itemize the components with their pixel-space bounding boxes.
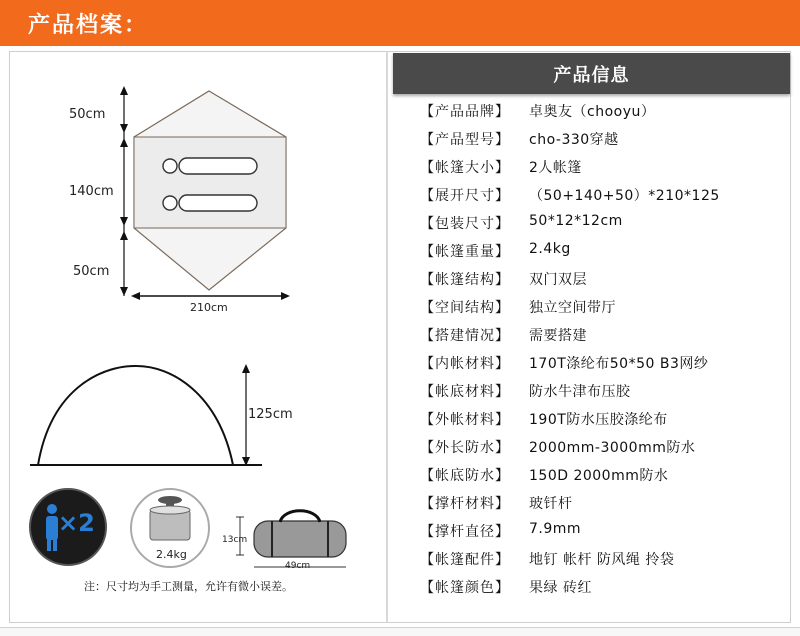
info-title: 产品信息 — [553, 65, 630, 86]
spec-value: 2000mm-3000mm防水 — [529, 440, 696, 456]
spec-label: 【外长防水】 — [420, 440, 510, 456]
dim-width: 210cm — [190, 301, 228, 314]
spec-value: 7.9mm — [529, 521, 582, 537]
spec-label: 【搭建情况】 — [420, 328, 510, 344]
spec-value: 50*12*12cm — [529, 213, 623, 229]
measurement-note: 注：尺寸均为手工测量，允许有微小误差。 — [84, 580, 293, 593]
capacity-count: ×2 — [58, 509, 95, 537]
spec-label: 【撑杆材料】 — [420, 496, 510, 512]
spec-value: 需要搭建 — [529, 328, 587, 344]
section-title: 产品档案： — [28, 13, 149, 38]
spec-label: 【帐篷结构】 — [420, 272, 510, 288]
spec-value: 150D 2000mm防水 — [529, 468, 669, 484]
spec-label: 【包装尺寸】 — [420, 216, 510, 232]
column-divider — [386, 51, 388, 623]
spec-label: 【帐底防水】 — [420, 468, 510, 484]
spec-value: 玻钎杆 — [529, 496, 573, 512]
spec-label: 【展开尺寸】 — [420, 188, 510, 204]
spec-value: 卓奥友（chooyu） — [529, 104, 656, 120]
info-header — [393, 53, 790, 94]
spec-value: 果绿 砖红 — [529, 580, 592, 596]
spec-value: 防水牛津布压胶 — [529, 384, 631, 400]
weight-label: 2.4kg — [156, 548, 187, 561]
spec-label: 【外帐材料】 — [420, 412, 510, 428]
spec-label: 【空间结构】 — [420, 300, 510, 316]
spec-value: 2人帐篷 — [529, 160, 582, 176]
spec-label: 【帐篷颜色】 — [420, 580, 510, 596]
spec-value: 独立空间带厅 — [529, 300, 616, 316]
spec-value: 190T防水压胶涤纶布 — [529, 412, 668, 428]
spec-value: cho-330穿越 — [529, 132, 619, 148]
spec-label: 【产品型号】 — [420, 132, 510, 148]
spec-value: 双门双层 — [529, 272, 587, 288]
spec-value: 地钉 帐杆 防风绳 拎袋 — [529, 552, 675, 568]
spec-label: 【内帐材料】 — [420, 356, 510, 372]
dim-vestibule-top: 50cm — [69, 107, 106, 122]
spec-value: 2.4kg — [529, 241, 571, 257]
dim-vestibule-bottom: 50cm — [73, 264, 110, 279]
spec-label: 【撑杆直径】 — [420, 524, 510, 540]
spec-label: 【帐篷配件】 — [420, 552, 510, 568]
spec-value: （50+140+50）*210*125 — [529, 188, 720, 204]
pack-height-label: 13cm — [222, 535, 248, 545]
spec-label: 【帐底材料】 — [420, 384, 510, 400]
tent-side-view — [0, 0, 386, 470]
pack-length-label: 49cm — [285, 561, 311, 571]
dim-inner-length: 140cm — [69, 184, 114, 199]
spec-label: 【帐篷重量】 — [420, 244, 510, 260]
dim-height: 125cm — [248, 407, 293, 422]
spec-label: 【产品品牌】 — [420, 104, 510, 120]
spec-value: 170T涤纶布50*50 B3网纱 — [529, 356, 709, 372]
spec-label: 【帐篷大小】 — [420, 160, 510, 176]
